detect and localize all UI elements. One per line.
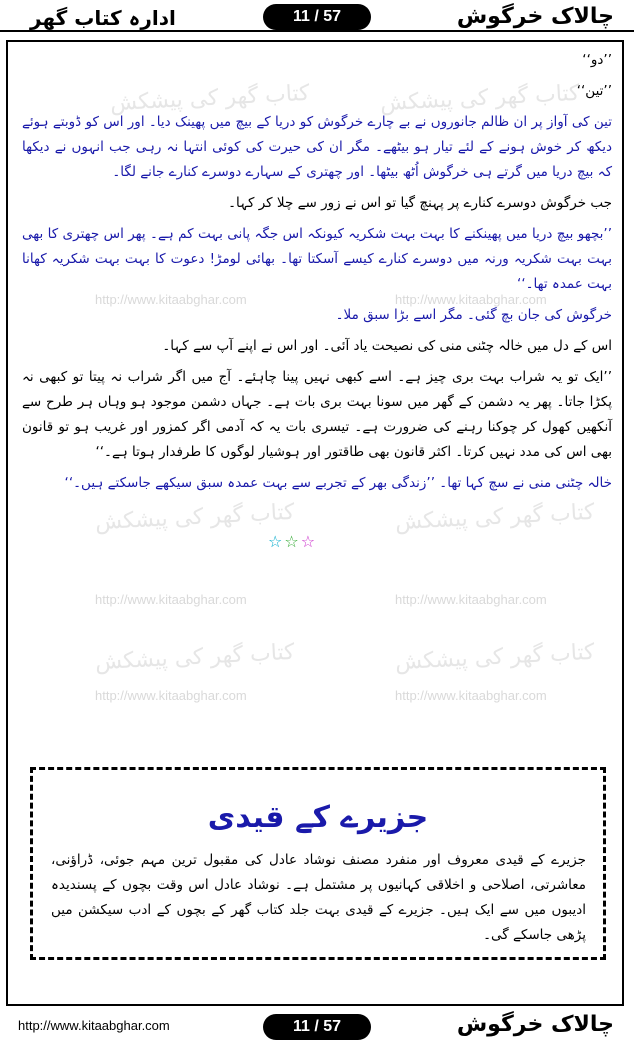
publisher-name: ادارہ کتاب گھر [30, 6, 176, 30]
watermark-text: کتاب گھر کی پیشکش [109, 80, 311, 117]
book-title: چالاک خرگوش [456, 4, 614, 29]
footer-page-indicator: 11 / 57 [263, 1014, 371, 1040]
watermark-url: http://www.kitaabghar.com [95, 292, 247, 307]
story-paragraph: ’’بچھو بیچ دریا میں پھینکنے کا بہت بہت شکریہ کیونکہ اس جگہ پانی بہت کم ہے۔ پھر اس چھتری کا بھی بہت بہت شکریہ ورنہ میں دوسرے کنارے کیسے آسکتا تھا۔ بھائی لومڑ! دعوت کا بہت بہت شکریہ کھانا بہت عمدہ تھا۔‘‘ [22, 226, 612, 292]
header-divider [0, 30, 634, 32]
page-header [0, 0, 634, 40]
star-icon: ☆ [300, 532, 318, 551]
story-line: ’’تین‘‘ [576, 83, 612, 99]
watermark-text: کتاب گھر کی پیشکش [94, 639, 296, 676]
star-icon: ☆ [268, 532, 285, 551]
story-paragraph: خالہ چٹنی منی نے سچ کہا تھا۔ ’’زندگی بھر کے تجربے سے بہت عمدہ سبق سیکھے جاسکتے ہیں۔‘‘ [64, 475, 612, 491]
page-indicator: 11 / 57 [263, 4, 371, 30]
watermark-url: http://www.kitaabghar.com [395, 688, 547, 703]
promo-description: جزیرے کے قیدی معروف اور منفرد مصنف نوشاد عادل کی مقبول ترین مہم جوئی، ڈراؤنی، معاشرتی، اصلاحی و اخلاقی کہانیوں پر مشتمل ہے۔ نوشاد عادل اس وقت بچوں کے پسندیدہ ادیبوں میں سے ایک ہیں۔ جزیرے کے قیدی بہت جلد کتاب گھر کے بچوں کے ادب سیکشن میں پڑھی جاسکے گی۔ [51, 852, 586, 943]
watermark-text: کتاب گھر کی پیشکش [94, 499, 296, 536]
footer-url-link[interactable]: http://www.kitaabghar.com [18, 1018, 170, 1033]
story-content [22, 48, 612, 502]
watermark-url: http://www.kitaabghar.com [395, 292, 547, 307]
watermark-url: http://www.kitaabghar.com [395, 592, 547, 607]
watermark-text: کتاب گھر کی پیشکش [379, 80, 581, 117]
story-paragraph: خرگوش کی جان بچ گئی۔ مگر اسے بڑا سبق ملا۔ [335, 307, 612, 323]
story-paragraph: جب خرگوش دوسرے کنارے پر پہنچ گیا تو اس نے زور سے چلا کر کہا۔ [228, 195, 612, 211]
story-line: ’’دو‘‘ [582, 52, 612, 68]
promo-box [30, 767, 606, 960]
watermark-text: کتاب گھر کی پیشکش [394, 639, 596, 676]
footer-book-title: چالاک خرگوش [456, 1012, 614, 1037]
watermark-url: http://www.kitaabghar.com [95, 688, 247, 703]
story-paragraph: تین کی آواز پر ان ظالم جانوروں نے بے چارے خرگوش کو دریا کے بیچ میں پھینک دیا۔ اور اس کو ڈوبتے ہوئے دیکھ کر خوش ہونے کے لئے تیار ہو بیٹھے۔ مگر ان کی حیرت کی کوئی انتہا نہ رہی جب انہوں نے دیکھا کہ بیچ دریا میں گرتے ہی خرگوش اُٹھ بیٹھا۔ اور چھتری کے سہارے دوسرے کنارے جانے لگا۔ [22, 114, 612, 180]
separator-stars [268, 532, 317, 551]
story-paragraph: ’’ایک تو یہ شراب بہت بری چیز ہے۔ اسے کبھی نہیں پینا چاہئے۔ آج میں اگر شراب نہ پیتا تو کبھی نہ پکڑا جاتا۔ پھر یہ دشمن کے گھر میں سونا بہت بری بات ہے۔ جہاں دشمن موجود ہو وہاں ہر طرح سے آنکھیں کھول کر چوکنا رہنے کی ضرورت ہے۔ تیسری بات یہ کہ آدمی اگر کمزور اور غریب ہو تو قانون بھی اس کی مدد نہیں کرتا۔ اکثر قانون بھی طاقتور اور ہوشیار لوگوں کا طرفدار ہوتا ہے۔‘‘ [22, 369, 612, 460]
watermark-text: کتاب گھر کی پیشکش [394, 499, 596, 536]
story-paragraph: اس کے دل میں خالہ چٹنی منی کی نصیحت یاد آئی۔ اور اس نے اپنے آپ سے کہا۔ [162, 338, 612, 354]
promo-title: جزیرے کے قیدی [207, 800, 429, 835]
star-icon: ☆ [284, 532, 301, 551]
watermark-url: http://www.kitaabghar.com [95, 592, 247, 607]
